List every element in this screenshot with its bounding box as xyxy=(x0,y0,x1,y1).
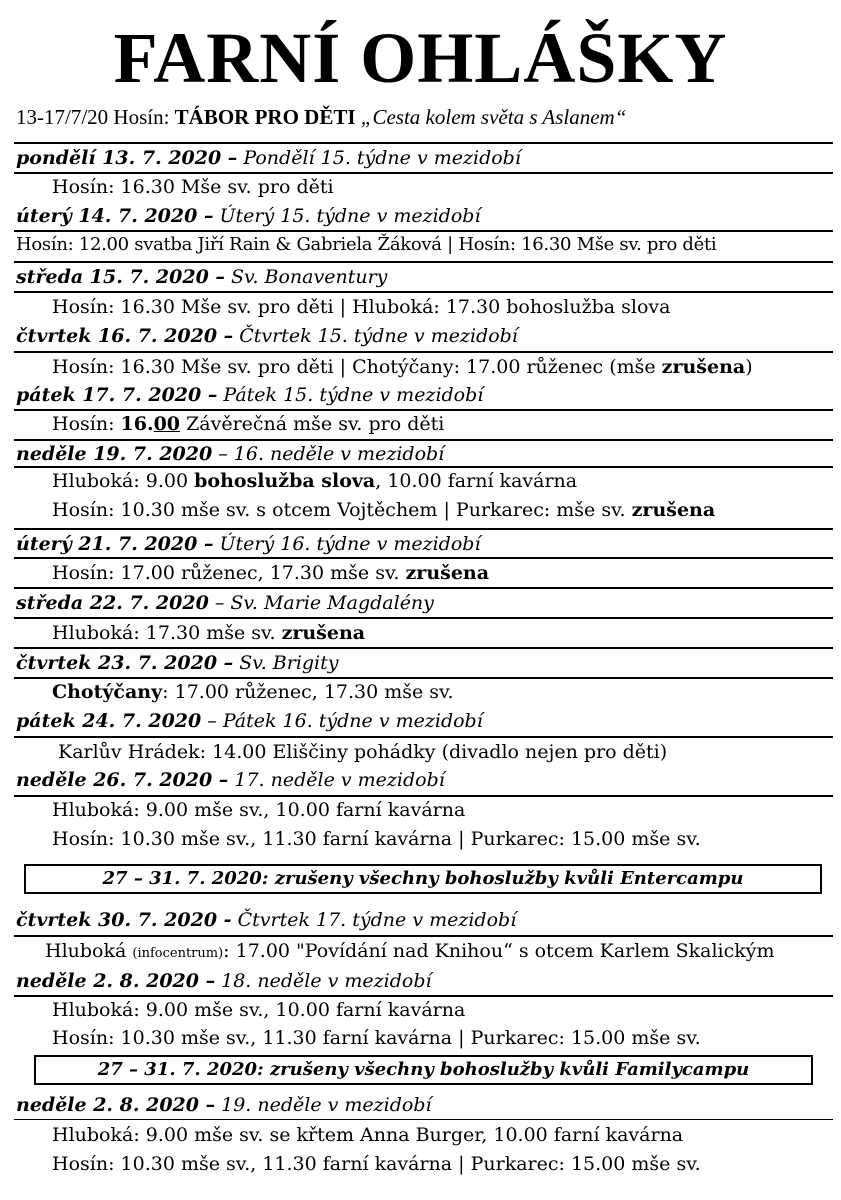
service-line: Hosín: 16.30 Mše sv. pro děti | Hluboká: 17.30 bohoslužba slova xyxy=(52,296,671,318)
day-name: Pondělí 15. týdne v mezidobí xyxy=(237,147,521,169)
subtitle xyxy=(16,104,626,130)
day-name: Čtvrtek 15. týdne v mezidobí xyxy=(233,325,518,347)
day-header xyxy=(0,143,841,173)
day-date: úterý 21. 7. 2020 – xyxy=(16,533,214,555)
cancelled-label: zrušena xyxy=(631,499,716,521)
day-header xyxy=(0,648,841,678)
time-bold-underlined: 00 xyxy=(153,413,181,435)
cancelled-label: zrušena xyxy=(281,622,366,644)
day-header xyxy=(0,380,841,410)
day-date: pátek 17. 7. 2020 – xyxy=(16,384,218,406)
service-line: Hosín: 16.30 Mše sv. pro děti xyxy=(52,176,334,198)
day-date: úterý 14. 7. 2020 – xyxy=(16,205,214,227)
service-text: Hluboká: 17.30 mše sv. xyxy=(52,622,282,644)
service-line: Karlův Hrádek: 14.00 Eliščiny pohádky (divadlo nejen pro děti) xyxy=(58,741,668,763)
day-name: – Sv. Marie Magdalény xyxy=(208,592,434,614)
notice-box: 27 – 31. 7. 2020: zrušeny všechny bohoslužby kvůli Entercampu xyxy=(24,864,822,894)
service-text: Hosín: 17.00 růženec, 17.30 mše sv. xyxy=(52,562,406,584)
service-note-small: (infocentrum) xyxy=(132,946,224,961)
service-bold: bohoslužba slova xyxy=(194,470,376,492)
day-date: čtvrtek 23. 7. 2020 – xyxy=(16,652,234,674)
service-line: Hosín: 12.00 svatba Jiří Rain & Gabriela Žáková | Hosín: 16.30 Mše sv. pro děti xyxy=(16,234,717,255)
day-date: čtvrtek 16. 7. 2020 – xyxy=(16,325,234,347)
service-line: Hluboká: 9.00 mše sv., 10.00 farní kavárna xyxy=(52,999,466,1021)
day-name: Úterý 16. týdne v mezidobí xyxy=(213,533,481,555)
service-text: Závěrečná mše sv. pro děti xyxy=(180,413,445,435)
subtitle-prefix: 13-17/7/20 Hosín: xyxy=(16,105,175,129)
page-title: FARNÍ OHLÁŠKY xyxy=(113,18,728,98)
day-header xyxy=(0,765,841,795)
service-line: Hluboká: 9.00 mše sv. se křtem Anna Burger, 10.00 farní kavárna xyxy=(52,1124,684,1146)
service-line xyxy=(0,677,841,707)
day-header xyxy=(0,439,841,469)
day-date: neděle 26. 7. 2020 – xyxy=(16,769,229,791)
day-date: neděle 2. 8. 2020 – xyxy=(16,1094,216,1116)
service-text: Hosín: xyxy=(52,413,121,435)
day-date: neděle 19. 7. 2020 xyxy=(16,443,213,465)
day-date: pondělí 13. 7. 2020 – xyxy=(16,147,238,169)
service-line xyxy=(0,466,841,496)
day-header xyxy=(0,529,841,559)
day-header xyxy=(0,321,841,351)
day-header xyxy=(0,201,841,231)
day-name: Čtvrtek 17. týdne v mezidobí xyxy=(231,909,517,931)
service-line xyxy=(0,495,841,525)
service-text: Hosín: 10.30 mše sv. s otcem Vojtěchem | Purkarec: mše sv. xyxy=(52,499,632,521)
service-text: ) xyxy=(745,356,753,378)
service-line xyxy=(0,352,841,382)
cancelled-label: zrušena xyxy=(405,562,490,584)
service-line xyxy=(0,558,841,588)
service-text: Hluboká: 9.00 xyxy=(52,470,195,492)
day-name: – Pátek 16. týdne v mezidobí xyxy=(201,710,483,732)
day-name: 19. neděle v mezidobí xyxy=(215,1094,432,1116)
day-name: Pátek 15. týdne v mezidobí xyxy=(217,384,484,406)
service-line: Hluboká: 9.00 mše sv., 10.00 farní kavárna xyxy=(52,799,466,821)
day-header xyxy=(0,706,841,736)
service-line: Hosín: 10.30 mše sv., 11.30 farní kavárna | Purkarec: 15.00 mše sv. xyxy=(52,1153,701,1175)
service-line xyxy=(0,936,841,966)
service-line: Hosín: 10.30 mše sv., 11.30 farní kavárna | Purkarec: 15.00 mše sv. xyxy=(52,1027,701,1049)
day-name: – 16. neděle v mezidobí xyxy=(212,443,445,465)
service-text: Hosín: 16.30 Mše sv. pro děti | Chotýčany: 17.00 růženec (mše xyxy=(52,356,662,378)
day-header xyxy=(0,588,841,618)
day-date: neděle 2. 8. 2020 – xyxy=(16,970,216,992)
service-line xyxy=(0,618,841,648)
day-name: 18. neděle v mezidobí xyxy=(215,970,432,992)
day-header xyxy=(0,966,841,996)
time-bold: 16. xyxy=(120,413,154,435)
day-name: Sv. Bonaventury xyxy=(224,266,388,288)
service-line xyxy=(0,409,841,439)
service-text: , 10.00 farní kavárna xyxy=(375,470,578,492)
day-date: pátek 24. 7. 2020 xyxy=(16,710,202,732)
subtitle-italic: „Cesta kolem světa s Aslanem“ xyxy=(355,105,627,129)
service-text: Hluboká xyxy=(45,940,133,962)
day-name: Sv. Brigity xyxy=(233,652,339,674)
service-text: : 17.00 růženec, 17.30 mše sv. xyxy=(162,681,454,703)
service-text: : 17.00 "Povídání nad Knihou“ s otcem Karlem Skalickým xyxy=(223,940,775,962)
day-date: čtvrtek 30. 7. 2020 - xyxy=(16,909,232,931)
day-header xyxy=(0,262,841,292)
day-name: 17. neděle v mezidobí xyxy=(228,769,445,791)
day-date: středa 15. 7. 2020 – xyxy=(16,266,225,288)
cancelled-label: zrušena xyxy=(661,356,746,378)
service-line: Hosín: 10.30 mše sv., 11.30 farní kavárna | Purkarec: 15.00 mše sv. xyxy=(52,828,701,850)
day-date: středa 22. 7. 2020 xyxy=(16,592,209,614)
day-header xyxy=(0,1090,841,1120)
notice-box: 27 – 31. 7. 2020: zrušeny všechny bohoslužby kvůli Familycampu xyxy=(34,1055,813,1085)
day-name: Úterý 15. týdne v mezidobí xyxy=(213,205,481,227)
subtitle-bold: TÁBOR PRO DĚTI xyxy=(174,105,356,129)
place-bold: Chotýčany xyxy=(52,681,163,703)
day-header xyxy=(0,905,841,935)
